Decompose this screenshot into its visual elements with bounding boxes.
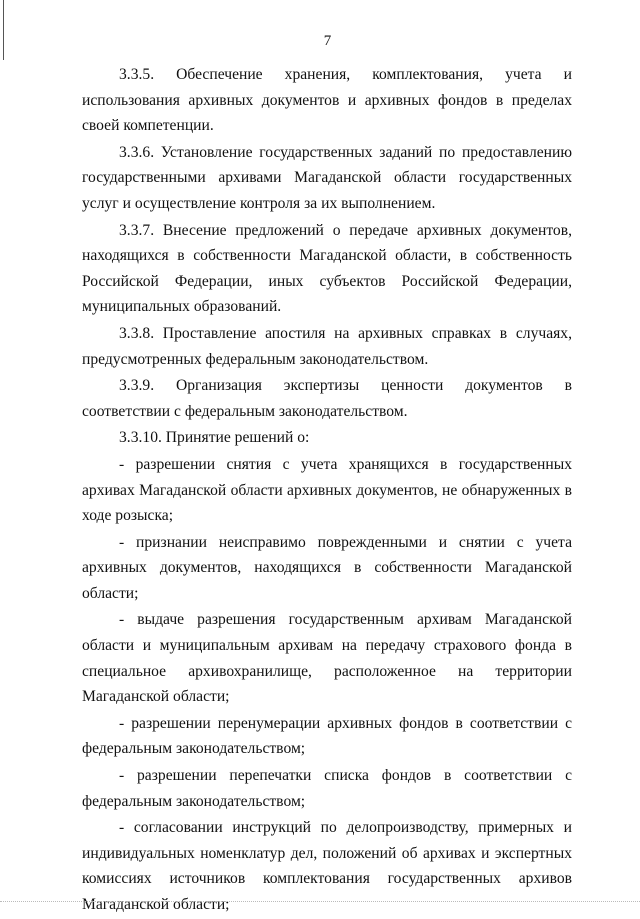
paragraph-3-3-9: 3.3.9. Организация экспертизы ценности документов в соответствии с федеральным законодательством. — [82, 377, 572, 420]
list-item-6: - согласовании инструкций по делопроизводству, примерных и индивидуальных номенклатур дел, положений об архивах и экспертных комиссиях источников комплектования государственных архивов Магаданской области; — [82, 819, 572, 913]
paragraph-3-3-8: 3.3.8. Проставление апостиля на архивных справках в случаях, предусмотренных федеральным законодательством. — [82, 324, 572, 368]
paragraph-3-3-6: 3.3.6. Установление государственных заданий по предоставлению государственными архивами Магаданской области государственных услуг и осуществление контроля за их выполнением. — [82, 143, 572, 212]
scan-edge-line — [3, 0, 4, 60]
document-body — [82, 62, 572, 919]
paragraph-3-3-5: 3.3.5. Обеспечение хранения, комплектования, учета и использования архивных документов и архивных фондов в пределах своей компетенции. — [82, 66, 572, 135]
list-item-4: - разрешении перенумерации архивных фондов в соответствии с федеральным законодательством; — [82, 714, 572, 758]
paragraph-3-3-10: 3.3.10. Принятие решений о: — [119, 429, 310, 447]
list-item-2: - признании неисправимо поврежденными и снятии с учета архивных документов, находящихся в собственности Магаданской области; — [82, 533, 572, 602]
list-item-3: - выдаче разрешения государственным архивам Магаданской области и муниципальным архивам на передачу страхового фонда в специальное архивохранилище, расположенное на территории Магаданской области; — [82, 611, 572, 706]
list-item-1: - разрешении снятия с учета хранящихся в государственных архивах Магаданской области архивных документов, не обнаруженных в ходе розыска; — [82, 455, 572, 525]
list-item-5: - разрешении перепечатки списка фондов в соответствии с федеральным законодательством; — [82, 767, 572, 810]
page-number: 7 — [323, 33, 332, 49]
scan-bottom-edge — [0, 901, 640, 903]
paragraph-3-3-7: 3.3.7. Внесение предложений о передаче архивных документов, находящихся в собственности Магаданской области, в собственность Российской Федерации, иных субъектов Российской Федерации, муниципальных образований. — [82, 221, 572, 316]
